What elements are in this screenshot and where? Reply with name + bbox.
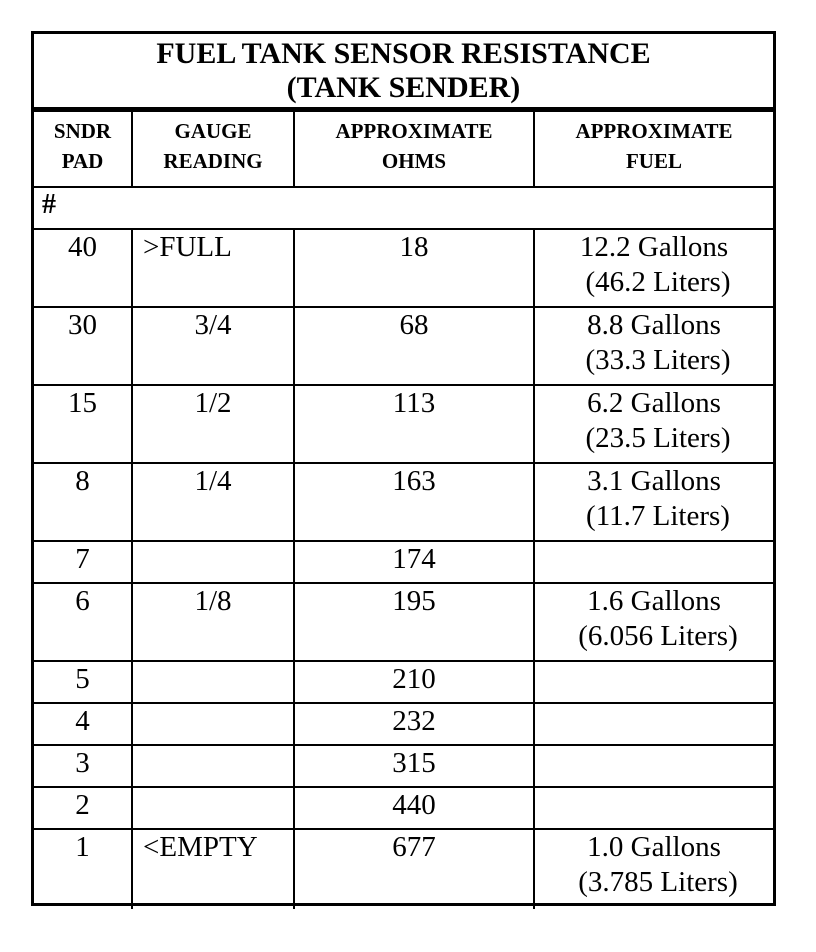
fuel-liters: (46.2 Liters)	[585, 266, 731, 298]
fuel-gallons: 6.2 Gallons	[587, 387, 721, 419]
col-header-ohms-line1: APPROXIMATE	[335, 119, 493, 143]
fuel-cell	[534, 745, 773, 787]
fuel-liters: (33.3 Liters)	[585, 344, 731, 376]
gauge-cell: 1/8	[132, 583, 294, 661]
resistance-grid	[34, 110, 773, 909]
table-row	[34, 541, 773, 583]
table-row	[34, 463, 773, 541]
col-header-fuel-line1: APPROXIMATE	[575, 119, 733, 143]
col-header-sndr-line2: PAD	[61, 149, 104, 173]
pad-cell: 3	[34, 745, 132, 787]
fuel-liters: (11.7 Liters)	[586, 500, 730, 532]
gauge-cell: >FULL	[132, 229, 294, 307]
fuel-gallons: 1.6 Gallons	[587, 585, 721, 617]
table-row	[34, 787, 773, 829]
fuel-liters: (23.5 Liters)	[585, 422, 731, 454]
fuel-cell	[534, 385, 773, 463]
ohms-cell: 315	[294, 745, 534, 787]
ohms-cell: 113	[294, 385, 534, 463]
pad-cell: 5	[34, 661, 132, 703]
gauge-cell: <EMPTY	[132, 829, 294, 909]
ohms-cell: 440	[294, 787, 534, 829]
col-header-gauge-line1: GAUGE	[174, 119, 252, 143]
pad-cell: 1	[34, 829, 132, 909]
fuel-cell	[534, 703, 773, 745]
fuel-cell	[534, 829, 773, 909]
pad-cell: 2	[34, 787, 132, 829]
col-header-approx-ohms	[294, 111, 534, 187]
hash-row	[34, 187, 773, 229]
pad-cell: 40	[34, 229, 132, 307]
fuel-cell	[534, 229, 773, 307]
gauge-cell	[132, 745, 294, 787]
fuel-liters: (6.056 Liters)	[578, 620, 738, 652]
fuel-cell	[534, 583, 773, 661]
col-header-gauge-line2: READING	[163, 149, 263, 173]
fuel-gallons: 1.0 Gallons	[587, 831, 721, 863]
table-row	[34, 661, 773, 703]
ohms-cell: 210	[294, 661, 534, 703]
col-header-sndr-pad	[34, 111, 132, 187]
gauge-cell	[132, 703, 294, 745]
ohms-cell: 677	[294, 829, 534, 909]
ohms-cell: 163	[294, 463, 534, 541]
ohms-cell: 195	[294, 583, 534, 661]
table-row	[34, 385, 773, 463]
pad-cell: 4	[34, 703, 132, 745]
table-row	[34, 307, 773, 385]
gauge-cell: 1/2	[132, 385, 294, 463]
header-row	[34, 111, 773, 187]
fuel-cell	[534, 661, 773, 703]
ohms-cell: 174	[294, 541, 534, 583]
fuel-gallons: 8.8 Gallons	[587, 309, 721, 341]
gauge-cell	[132, 787, 294, 829]
hash-label: #	[34, 187, 773, 229]
fuel-cell	[534, 541, 773, 583]
ohms-cell: 18	[294, 229, 534, 307]
fuel-tank-sensor-table	[31, 31, 776, 906]
gauge-cell: 3/4	[132, 307, 294, 385]
ohms-cell: 68	[294, 307, 534, 385]
fuel-gallons: 12.2 Gallons	[579, 231, 729, 263]
fuel-cell	[534, 463, 773, 541]
fuel-liters: (3.785 Liters)	[578, 866, 738, 898]
pad-cell: 6	[34, 583, 132, 661]
pad-cell: 8	[34, 463, 132, 541]
table-title	[34, 34, 773, 110]
col-header-fuel-line2: FUEL	[625, 149, 682, 173]
table-row	[34, 703, 773, 745]
col-header-ohms-line2: OHMS	[381, 149, 447, 173]
table-row	[34, 745, 773, 787]
pad-cell: 7	[34, 541, 132, 583]
pad-cell: 30	[34, 307, 132, 385]
col-header-approx-fuel	[534, 111, 773, 187]
gauge-cell: 1/4	[132, 463, 294, 541]
table-title-line2: (TANK SENDER)	[286, 71, 521, 104]
gauge-cell	[132, 661, 294, 703]
pad-cell: 15	[34, 385, 132, 463]
col-header-gauge-reading	[132, 111, 294, 187]
table-title-line1: FUEL TANK SENSOR RESISTANCE	[156, 37, 651, 70]
table-row	[34, 229, 773, 307]
fuel-gallons: 3.1 Gallons	[587, 465, 721, 497]
col-header-sndr-line1: SNDR	[53, 119, 112, 143]
fuel-cell	[534, 307, 773, 385]
fuel-cell	[534, 787, 773, 829]
table-row	[34, 829, 773, 909]
ohms-cell: 232	[294, 703, 534, 745]
table-row	[34, 583, 773, 661]
gauge-cell	[132, 541, 294, 583]
